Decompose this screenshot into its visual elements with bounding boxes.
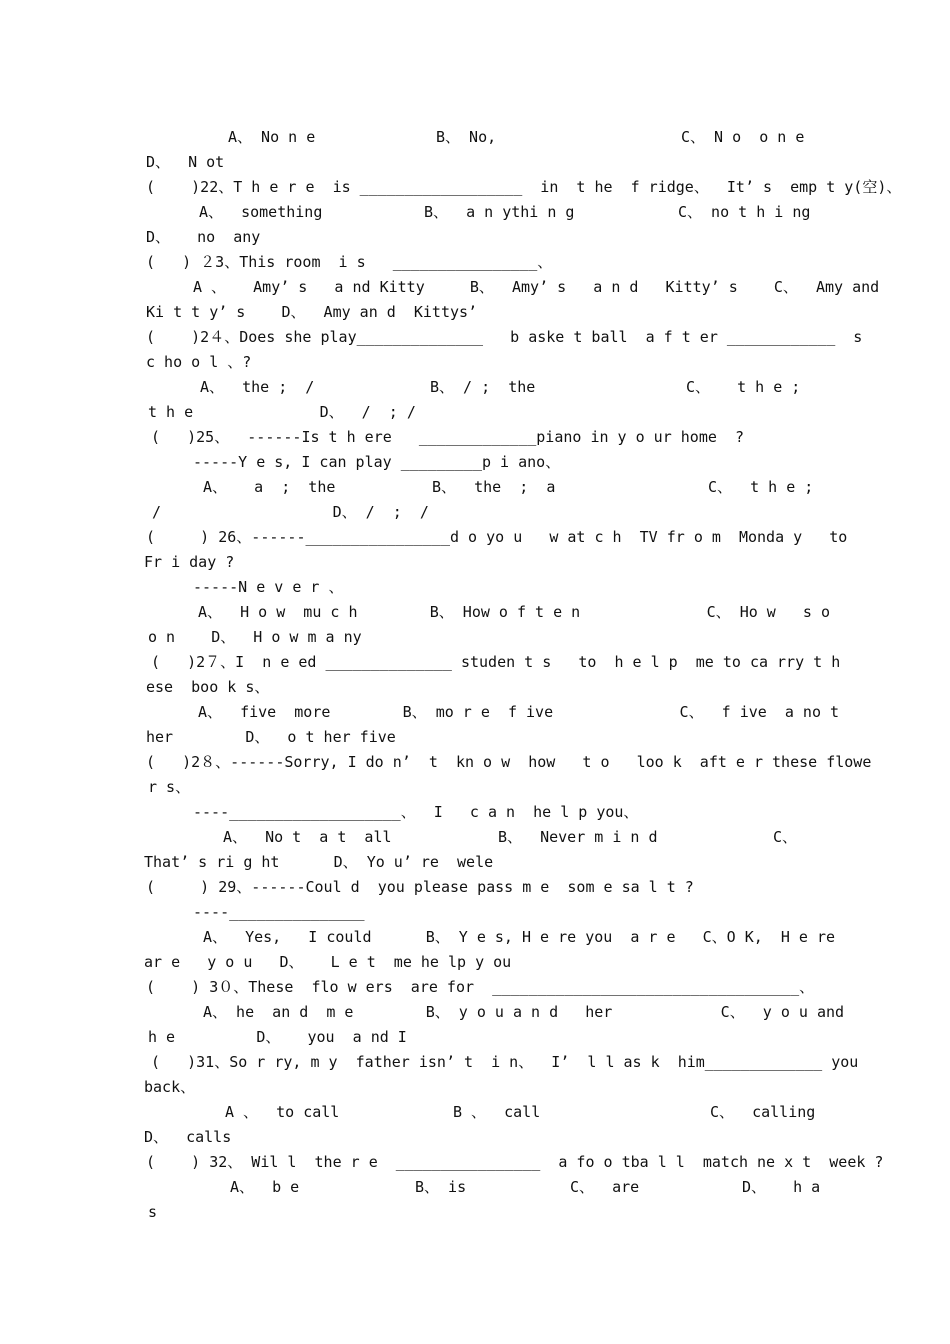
text-segment: ese boo k s、	[146, 678, 270, 696]
text-line	[0, 425, 950, 450]
text-line	[0, 200, 950, 225]
text-segment: A、 the ; /	[200, 378, 315, 396]
text-line	[0, 1025, 950, 1050]
text-segment: ( ) 3０、These flo w ers are for __________________________________、	[146, 978, 815, 996]
text-line	[0, 875, 950, 900]
text-line	[0, 125, 950, 150]
text-segment: Fr i day ?	[144, 553, 235, 571]
text-segment: Ki t t y’ s D、 Amy an d Kittys’	[146, 303, 478, 321]
text-segment: -----Y e s, I can play _________p i ano、	[193, 453, 561, 471]
text-segment: ----___________________、 I c a n he l p you、	[193, 803, 639, 821]
text-segment: h e D、 you a nd I	[148, 1028, 407, 1046]
text-line	[0, 1200, 950, 1225]
text-segment: D、 no any	[146, 228, 261, 246]
text-segment: ( ) 29、------Coul d you please pass m e som e sa l t ?	[146, 878, 694, 896]
text-line	[0, 450, 950, 475]
text-segment: D、 calls	[144, 1128, 232, 1146]
text-line	[0, 1075, 950, 1100]
text-segment: B、 a n ythi n g	[424, 203, 575, 221]
text-line	[0, 600, 950, 625]
text-segment: B 、 call	[453, 1103, 541, 1121]
text-segment: B、 / ; the	[430, 378, 536, 396]
text-line	[0, 650, 950, 675]
text-line	[0, 1125, 950, 1150]
text-line	[0, 525, 950, 550]
text-segment: t h e D、 / ; /	[148, 403, 416, 421]
text-line	[0, 700, 950, 725]
text-segment: ( )25、 ------Is t h ere _____________piano in y o ur home ?	[151, 428, 744, 446]
text-line	[0, 1050, 950, 1075]
text-segment: ( )2８、------Sorry, I do n’ t kn o w how t o loo k aft e r these flowe	[146, 753, 872, 771]
text-line	[0, 375, 950, 400]
text-segment: C、 calling	[710, 1103, 816, 1121]
text-segment: o n D、 H o w m a ny	[148, 628, 362, 646]
text-line	[0, 575, 950, 600]
text-segment: ( ) ２3、This room i s ________________、	[146, 253, 553, 271]
text-line	[0, 925, 950, 950]
text-segment: C、 no t h i ng	[678, 203, 811, 221]
text-segment: A、 No n e	[228, 128, 316, 146]
text-segment: A 、 Amy’ s a nd Kitty B、 Amy’ s a n d Kitty’ s C、 Amy and	[193, 278, 880, 296]
text-line	[0, 1000, 950, 1025]
text-line	[0, 475, 950, 500]
text-segment: A 、 to call	[225, 1103, 340, 1121]
text-segment: C、 are	[570, 1178, 640, 1196]
text-line	[0, 275, 950, 300]
text-line	[0, 825, 950, 850]
text-segment: A、 a ; the	[203, 478, 336, 496]
text-line	[0, 175, 950, 200]
text-segment: ( )2７、I n e ed ______________ studen t s to h e l p me to ca rry t h	[151, 653, 841, 671]
text-segment: A、 b e	[230, 1178, 300, 1196]
text-segment: r s、	[148, 778, 191, 796]
text-segment: ar e y o u D、 L e t me he lp y ou	[144, 953, 512, 971]
text-segment: A、 H o w mu c h B、 How o f t e n C、 Ho w s o	[198, 603, 830, 621]
text-segment: C、 t h e ;	[686, 378, 801, 396]
text-segment: c ho o l 、?	[146, 353, 252, 371]
text-line	[0, 725, 950, 750]
text-line	[0, 975, 950, 1000]
text-segment: D、 N ot	[146, 153, 225, 171]
text-segment: A、 something	[199, 203, 323, 221]
text-line	[0, 950, 950, 975]
text-line	[0, 500, 950, 525]
text-line	[0, 325, 950, 350]
text-segment: ( )31、So r ry, m y father isn’ t i n、 I’ l l as k him_____________ you	[151, 1053, 859, 1071]
text-line	[0, 850, 950, 875]
text-line	[0, 150, 950, 175]
text-line	[0, 250, 950, 275]
text-segment: back、	[144, 1078, 196, 1096]
text-line	[0, 675, 950, 700]
text-line	[0, 625, 950, 650]
text-segment: ( ) 32、 Wil l the r e ________________ a fo o tba l l match ne x t week ?	[146, 1153, 884, 1171]
text-line	[0, 775, 950, 800]
text-line	[0, 900, 950, 925]
text-segment: / D、 / ; /	[152, 503, 429, 521]
text-segment: B、 Never m i n d	[498, 828, 658, 846]
text-segment: C、	[773, 828, 798, 846]
text-segment: B、 the ; a	[432, 478, 556, 496]
text-segment: ( )2４、Does she play______________ b aske t ball a f t er ____________ s	[146, 328, 863, 346]
text-segment: C、 N o o n e	[681, 128, 805, 146]
text-segment: -----N e v e r 、	[193, 578, 344, 596]
text-line	[0, 1100, 950, 1125]
text-segment: A、 Yes, I could B、 Y e s, H e re you a r e C、O K, H e re	[203, 928, 835, 946]
text-line	[0, 550, 950, 575]
text-segment: ( ) 26、------________________d o yo u w at c h TV fr o m Monda y to	[146, 528, 848, 546]
text-line	[0, 400, 950, 425]
text-segment: s	[148, 1203, 158, 1221]
text-segment: D、 h a	[742, 1178, 821, 1196]
text-line	[0, 800, 950, 825]
text-line	[0, 1175, 950, 1200]
text-segment: ( )22、T h e r e is __________________ in t he f ridge、 It’ s emp t y(空)、	[146, 178, 902, 196]
text-segment: A、 No t a t all	[223, 828, 392, 846]
text-segment: ----_______________	[193, 903, 365, 921]
text-line	[0, 350, 950, 375]
text-segment: A、 five more B、 mo r e f ive C、 f ive a no t	[198, 703, 840, 721]
text-line	[0, 225, 950, 250]
text-segment: A、 he an d m e B、 y o u a n d her C、 y o u and	[203, 1003, 845, 1021]
text-segment: That’ s ri g ht D、 Yo u’ re wele	[144, 853, 494, 871]
text-segment: her D、 o t her five	[146, 728, 396, 746]
text-line	[0, 1150, 950, 1175]
text-line	[0, 300, 950, 325]
text-segment: B、 is	[415, 1178, 467, 1196]
text-segment: C、 t h e ;	[708, 478, 814, 496]
text-segment: B、 No,	[436, 128, 497, 146]
text-line	[0, 750, 950, 775]
